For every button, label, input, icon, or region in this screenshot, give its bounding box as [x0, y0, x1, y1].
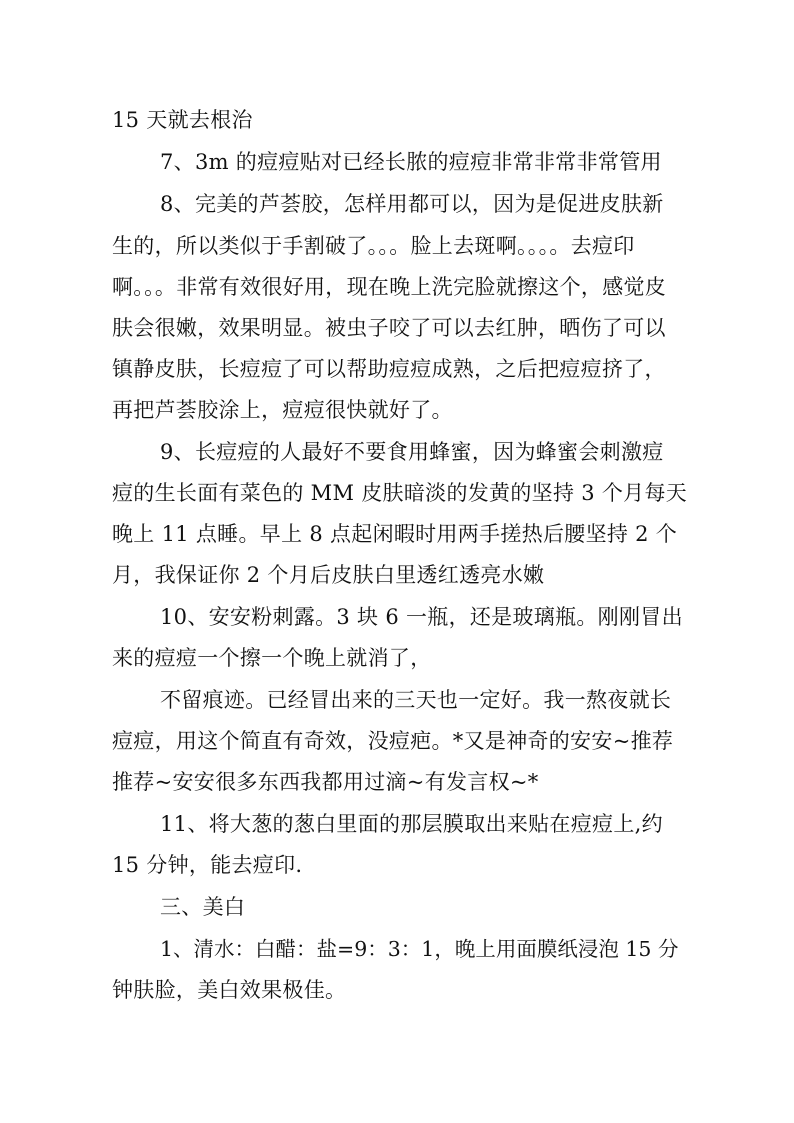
text-line: 钟肤脸，美白效果极佳。: [112, 978, 347, 1002]
text-line: 9、长痘痘的人最好不要食用蜂蜜，因为蜂蜜会刺激痘: [160, 440, 664, 464]
text-line: 痘痘，用这个简直有奇效，没痘疤。*又是神奇的安安~推荐: [112, 729, 674, 753]
text-line: 15 分钟，能去痘印.: [112, 853, 303, 877]
text-line: 晚上 11 点睡。早上 8 点起闲暇时用两手搓热后腰坚持 2 个: [112, 522, 678, 546]
text-line: 8、完美的芦荟胶，怎样用都可以，因为是促进皮肤新: [160, 192, 664, 216]
text-line: 11、将大葱的葱白里面的那层膜取出来贴在痘痘上,约: [160, 812, 663, 836]
text-line: 1、清水：白醋：盐=9：3：1，晚上用面膜纸浸泡 15 分: [160, 937, 679, 961]
text-line: 痘的生长面有菜色的 MM 皮肤暗淡的发黄的坚持 3 个月每天: [112, 481, 688, 505]
text-line: 再把芦荟胶涂上，痘痘很快就好了。: [112, 398, 453, 422]
text-line: 10、安安粉刺露。3 块 6 一瓶，还是玻璃瓶。刚刚冒出: [160, 605, 683, 629]
text-line: 7、3m 的痘痘贴对已经长脓的痘痘非常非常非常管用: [160, 150, 662, 174]
text-line: 不留痕迹。已经冒出来的三天也一定好。我一熬夜就长: [160, 688, 672, 712]
text-line: 15 天就去根治: [112, 108, 253, 132]
section-heading: 三、美白: [160, 895, 246, 919]
text-line: 推荐~安安很多东西我都用过滴~有发言权~*: [112, 770, 539, 794]
text-line: 肤会很嫩，效果明显。被虫子咬了可以去红肿，晒伤了可以: [112, 316, 666, 340]
text-line: 啊。。。非常有效很好用，现在晚上洗完脸就擦这个，感觉皮: [112, 275, 667, 299]
text-line: 生的，所以类似于手割破了。。。脸上去斑啊。。。。去痘印: [112, 234, 635, 258]
text-line: 镇静皮肤，长痘痘了可以帮助痘痘成熟，之后把痘痘挤了，: [112, 357, 666, 381]
text-line: 来的痘痘一个擦一个晚上就消了，: [112, 646, 432, 670]
text-line: 月，我保证你 2 个月后皮肤白里透红透亮水嫩: [112, 563, 545, 587]
